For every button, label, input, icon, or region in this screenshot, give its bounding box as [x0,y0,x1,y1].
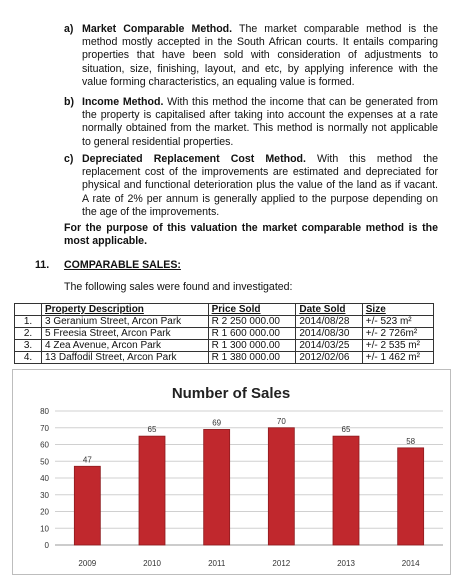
x-tick-label: 2009 [78,559,97,568]
row-description: 13 Daffodil Street, Arcon Park [42,352,209,364]
table-header-row [15,304,434,316]
purpose-statement: For the purpose of this valuation the market comparable method is the most applicable. [64,222,438,248]
method-c [64,153,438,219]
method-b-text: With this method the income that can be generated from the property is capitalised after taking into account the expenses at a rate normally obtained from the market. This method is normally not applicable to general residential properties. [82,96,438,148]
y-tick-label: 0 [44,541,49,550]
row-date: 2014/08/30 [296,328,362,340]
method-b [64,96,438,149]
bar-value-label: 70 [276,416,286,426]
method-c-name: Depreciated Replacement Cost Method. [82,153,306,165]
section-title: COMPARABLE SALES: [64,259,181,271]
y-tick-label: 80 [40,407,49,416]
x-tick-label: 2013 [337,559,355,568]
bar-2010 [139,436,165,545]
header-date: Date Sold [296,304,362,316]
sales-table [14,303,434,364]
row-size: +/- 2 726m² [362,328,433,340]
bar-2012 [268,428,294,545]
method-b-label: b) [64,96,74,108]
row-size: +/- 1 462 m² [362,352,433,364]
y-tick-label: 20 [40,507,49,517]
row-description: 4 Zea Avenue, Arcon Park [42,340,209,352]
row-date: 2014/03/25 [296,340,362,352]
row-index: 3. [15,340,42,352]
x-tick-label: 2010 [143,559,161,568]
method-a-label: a) [64,23,74,35]
bar-value-label: 69 [212,418,222,428]
row-index: 1. [15,316,42,328]
y-tick-label: 50 [40,457,49,467]
row-description: 5 Freesia Street, Arcon Park [42,328,209,340]
y-tick-label: 30 [40,490,49,500]
row-date: 2012/02/06 [296,352,362,364]
table-row [15,340,434,352]
method-a-text: The market comparable method is the method mostly accepted in the South African courts. It entails comparing properties that have been sold with consideration of adjustments to situation, size, finishing, layout, and etc, by applying inference with the value forming characteristics, an equaling value is formed. [82,23,438,88]
table-row [15,328,434,340]
bar-value-label: 58 [406,436,416,446]
row-index: 2. [15,328,42,340]
y-tick-label: 70 [40,423,49,433]
row-description: 3 Geranium Street, Arcon Park [42,316,209,328]
x-tick-label: 2014 [401,559,420,568]
x-tick-label: 2012 [272,559,291,568]
y-tick-label: 40 [40,474,49,483]
method-a [64,23,438,89]
row-date: 2014/08/28 [296,316,362,328]
method-c-text: With this method the replacement cost of the improvements are estimated and depreciated for physical and functional deterioration plus the value of the land as if vacant. A rate of 2% per annum is generally applied to the purpose depending on the age of the improvements. [82,153,439,218]
y-tick-label: 10 [40,524,49,534]
sales-intro: The following sales were found and investigated: [64,281,293,293]
chart-svg [13,370,450,574]
header-size: Size [362,304,433,316]
x-tick-label: 2011 [208,559,226,568]
sales-chart [12,369,451,575]
method-c-label: c) [64,153,74,165]
row-price: R 2 250 000.00 [208,316,296,328]
bar-2011 [204,429,230,545]
method-a-name: Market Comparable Method. [82,23,233,35]
chart-title: Number of Sales [171,385,291,402]
y-tick-label: 60 [40,440,49,450]
row-price: R 1 600 000.00 [208,328,296,340]
bar-2009 [74,466,100,545]
header-description: Property Description [42,304,209,316]
bar-value-label: 47 [82,455,92,465]
row-index: 4. [15,352,42,364]
row-size: +/- 523 m² [362,316,433,328]
bar-value-label: 65 [341,425,351,435]
header-index [15,304,42,316]
table-row [15,352,434,364]
bar-2013 [333,436,359,545]
method-b-name: Income Method. [82,96,164,108]
row-price: R 1 300 000.00 [208,340,296,352]
row-price: R 1 380 000.00 [208,352,296,364]
bar-value-label: 65 [147,425,157,435]
row-size: +/- 2 535 m² [362,340,433,352]
section-number: 11. [35,259,50,271]
table-row [15,316,434,328]
header-price: Price Sold [208,304,296,316]
bar-2014 [398,448,424,545]
